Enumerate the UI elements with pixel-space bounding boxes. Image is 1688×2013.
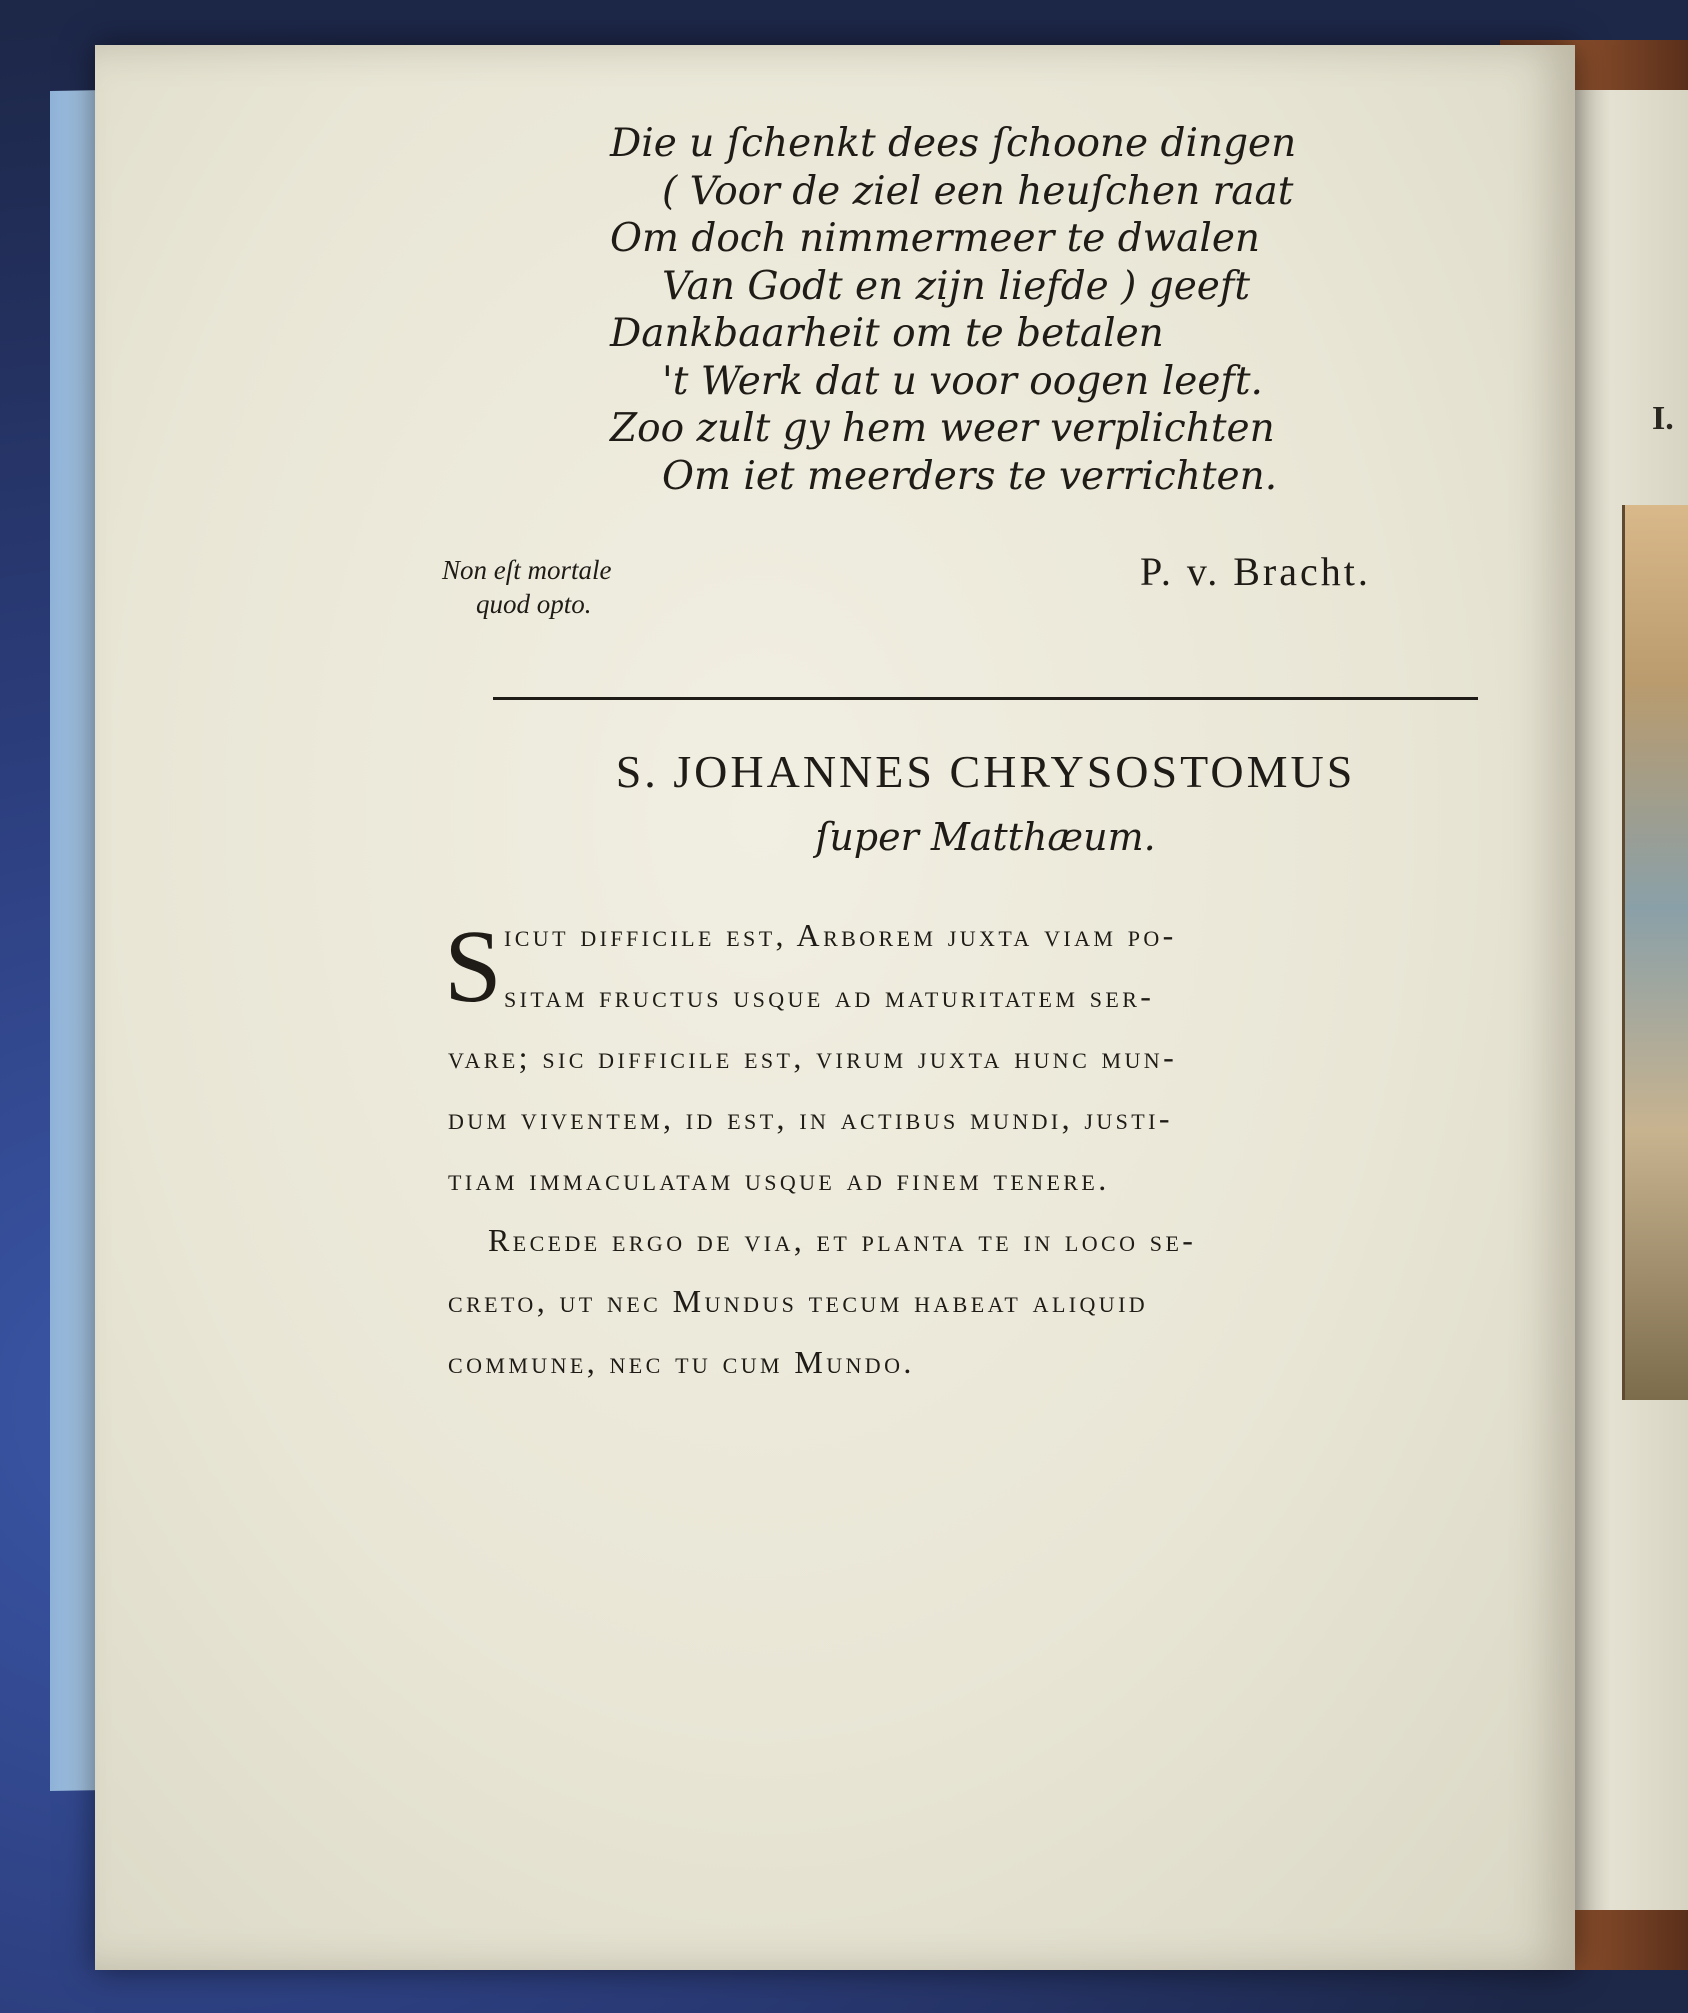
poem-line: Dankbaarheit om te betalen [610,311,1164,356]
author-signature: P. v. Bracht. [1140,549,1371,594]
latin-line: Recede ergo de via, et planta te in loco se- [488,1222,1197,1258]
motto-line: quod opto. [476,589,592,619]
section-divider [493,697,1478,700]
poem-line: Van Godt en zijn liefde ) geeft [662,263,1250,309]
poem-line: ( Voor de ziel een heuſchen raat [662,168,1294,214]
latin-line: sitam fructus usque ad maturitatem ser- [504,978,1155,1014]
poem-line: Om iet meerders te verrichten. [662,453,1278,499]
section-subtitle: ſuper Matthæum. [815,815,1156,859]
latin-line: dum viventem, id est, in actibus mundi, justi- [448,1100,1173,1136]
motto-line: Non eſt mortale [442,555,612,585]
poem-line: 't Werk dat u voor oogen leeft. [662,358,1263,404]
latin-line: commune, nec tu cum Mundo. [448,1344,915,1380]
drop-cap: S [444,909,502,1024]
poem [610,120,1296,500]
facing-page-numeral: I. [1652,400,1674,437]
latin-line: creto, ut nec Mundus tecum habeat aliquid [448,1283,1149,1319]
poem-line: Zoo zult gy hem weer verplichten [610,406,1275,451]
latin-line: vare; sic difficile est, virum juxta hunc mun- [448,1039,1178,1075]
motto [442,553,612,621]
section-title: S. JOHANNES CHRYSOSTOMUS [615,746,1356,797]
facing-page-engraving [1622,505,1688,1400]
latin-line: tiam immaculatam usque ad finem tenere. [448,1161,1110,1197]
poem-line: Die u ſchenkt dees ſchoone dingen [610,121,1297,166]
latin-passage [448,905,1543,1393]
poem-line: Om doch nimmermeer te dwalen [610,216,1261,261]
latin-line: icut difficile est, Arborem juxta viam po- [504,917,1177,953]
